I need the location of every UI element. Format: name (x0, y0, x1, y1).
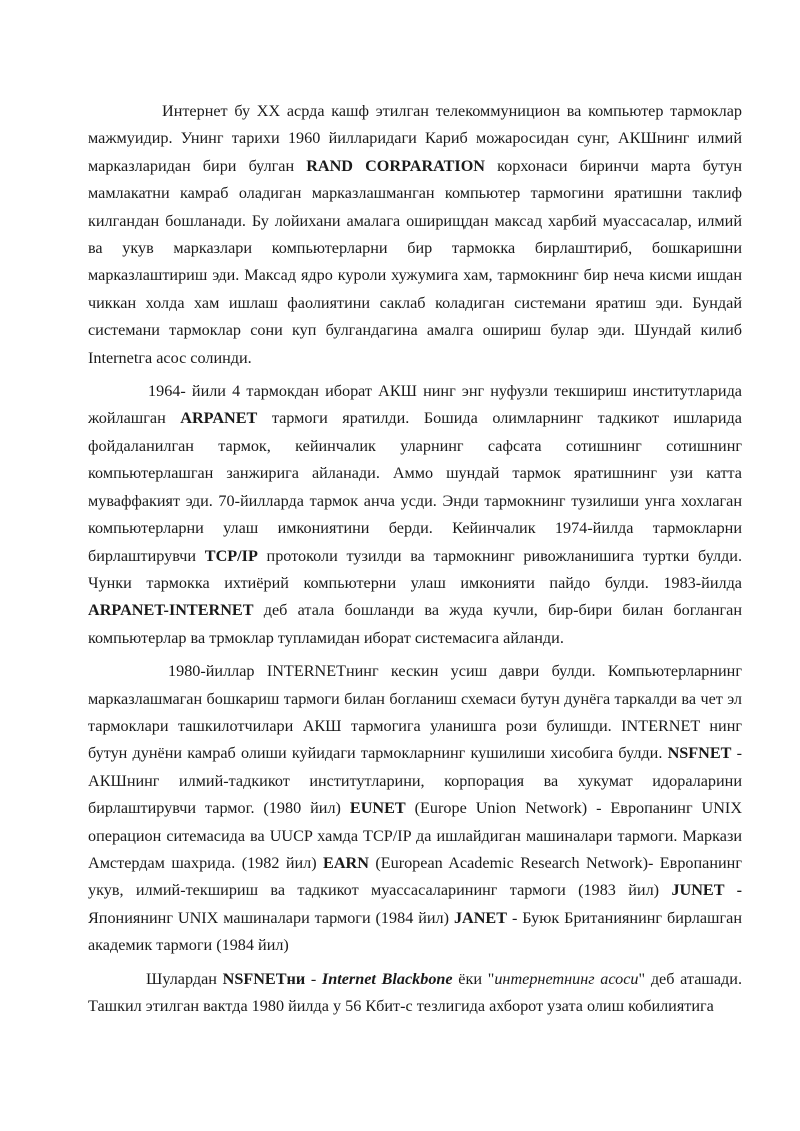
bold-term-nsfnet: NSFNET (667, 744, 732, 763)
bold-term-earn: EARN (323, 853, 369, 872)
text-run: (European Academic Research Network)- Европанинг укув, илмий-текшириш ва тадкикот муассасаларининг тармоги (1983 йил) (88, 853, 742, 900)
text-run: - (305, 969, 322, 988)
bold-term-junet: JUNET - (671, 881, 742, 900)
text-run: тармоги яратилди. Бошида олимларнинг тадкикот ишларида фойдаланилган тармок, кейинчалик уларнинг сафсата сотишнинг сотишнинг компьютерлашган занжирига айланади. Аммо шундай тармок яратишнинг узи катта муваффакият эди. 70-йилларда тармок анча усди. Энди тармокнинг тузилиши унга хохлаган компьютерларни улаш имкониятини берди. Кейинчалик 1974-йилда тармокларни бирлаштирувчи (88, 409, 742, 565)
text-run: ёки " (452, 969, 495, 988)
bold-term-arpanet: ARPANET (180, 409, 258, 428)
paragraph-1 (88, 98, 742, 372)
text-run: " деб аташади. Ташкил этилган вактда 1980 йилда у 56 Кбит-с тезлигида ахборот узата олиш кобилиятига (88, 969, 742, 1015)
text-run: Япониянинг UNIX машиналари тармоги (1984 йил) (88, 908, 454, 927)
bold-term-janet: JANET (453, 908, 508, 927)
bold-italic-term-internet-blackbone: Internet Blackbone (321, 969, 453, 988)
paragraph-3 (88, 658, 742, 959)
paragraph-2 (88, 378, 742, 652)
text-run: - Буюк Британиянинг бирлашган академик тармоги (1984 йил) (88, 908, 742, 955)
text-run: 1964- йили 4 тармокдан иборат АКШ нинг энг нуфузли текшириш институтларида жойлашган (88, 382, 742, 428)
bold-term-arpanet-internet: ARPANET-INTERNET (88, 601, 254, 620)
text-run: 1980-йиллар INTERNETнинг кескин усиш даври булди. Компьютерларнинг марказлашмаган бошкариш тармоги билан богланиш схемаси бутун дунёга таркалди ва чет эл тармоклари ташкилотчилари АКШ тармогига уланишга рози булишди. INTERNET нинг бутун дунёни камраб олиши куйидаги тармокларнинг кушилиши хисобига булди. (88, 662, 742, 763)
text-run: корхонаси биринчи марта бутун мамлакатни камраб оладиган марказлашманган компьютер тармогини яратишни таклиф килгандан бошланади. Бу лойихани амалага оширищдан максад харбий муассасалар, илмий ва укув марказлари компьютерларни бир тармокка бирлаштириб, бошкаришни марказлаштириш эди. Максад ядро куроли хужумига хам, тармокнинг бир неча кисми ишдан чиккан холда хам ишлаш фаолиятини саклаб коладиган системани яратиш эди. Бундай системани тармоклар сони куп булгандагина амалга ошириш булар эди. Шундай килиб Internetга асос солинди. (88, 156, 742, 367)
text-run: Интернет бу XX асрда кашф этилган телекоммуницион ва компьютер тармоклар мажмуидир. Унинг тарихи 1960 йилларидаги Кариб можаросидан сунг, АКШнинг илмий марказларидан бири булган (88, 102, 742, 175)
bold-term-nsfnetni: NSFNETни (222, 969, 306, 988)
text-run: (Europe Union Network) - Европанинг UNIX операцион ситемасида ва UUCP хамда TCP/IP да ишлайдиган машиналари тармоги. Маркази Амстердам шахрида. (1982 йил) (88, 799, 743, 872)
text-run: протоколи тузилди ва тармокнинг ривожланишига туртки булди. Чунки тармокка ихтиёрий компьютерни улаш имконияти пайдо булди. 1983-йилда (88, 546, 742, 592)
paragraph-4 (88, 966, 742, 1021)
text-run: - АКШнинг илмий-тадкикот институтларини, корпорация ва хукумат идораларини бирлаштирувчи тармог. (1980 йил) (88, 744, 743, 818)
bold-term-rand-corporation: RAND CORPARATION (306, 156, 485, 175)
bold-term-eunet: EUNET (349, 799, 406, 818)
bold-term-tcp-ip: TCP/IP (204, 546, 258, 565)
italic-phrase: интернетнинг асоси (494, 969, 639, 988)
text-run: деб атала бошланди ва жуда кучли, бир-бири билан богланган компьютерлар ва трмоклар тупламидан иборат системасига айланди. (88, 601, 742, 647)
text-run: Шулардан (146, 969, 223, 988)
